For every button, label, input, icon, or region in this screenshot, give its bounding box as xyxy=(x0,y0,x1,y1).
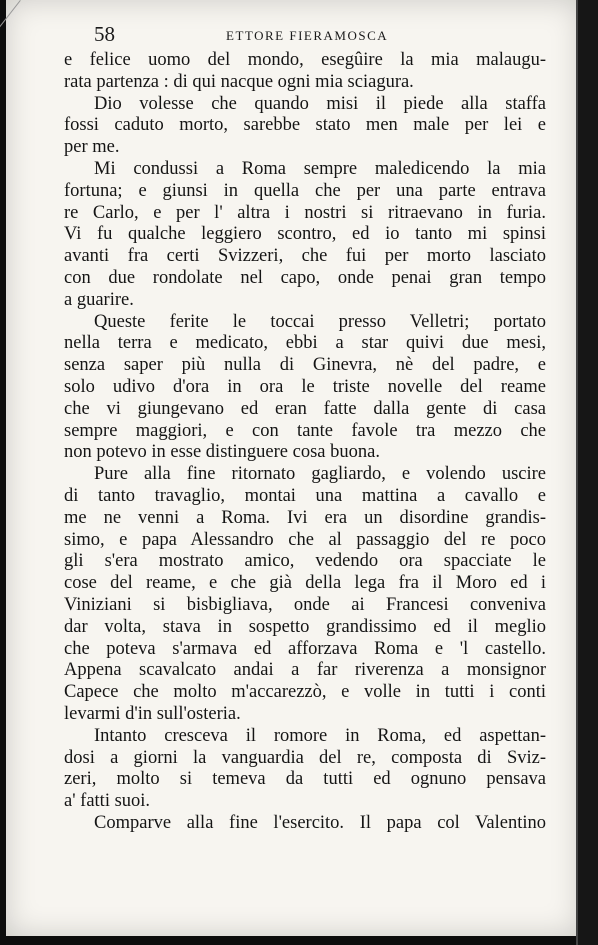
text-line: re Carlo, e per l' altra i nostri si ritraevano in furia. xyxy=(64,202,546,223)
text-line: e felice uomo del mondo, esegûire la mia malaugu- xyxy=(64,50,546,70)
text-line: Queste ferite le toccai presso Velletri; portato xyxy=(94,311,546,332)
text-line: Appena scavalcato andai a far riverenza a monsignor xyxy=(64,660,546,681)
text-line: avanti fra certi Svizzeri, che fui per morto lasciato xyxy=(64,246,546,267)
page-paper xyxy=(6,0,580,936)
paragraph xyxy=(64,50,546,94)
page-corner-crease xyxy=(0,0,21,56)
text-line: Vi fu qualche leggiero scontro, ed io tanto mi spinsi xyxy=(64,224,546,245)
text-line: nella terra e medicato, ebbi a star quivi due mesi, xyxy=(64,333,546,354)
next-page-edge xyxy=(576,0,598,945)
text-line: dar volta, stava in sospetto grandissimo ed il meglio xyxy=(64,616,546,637)
running-head xyxy=(94,22,520,48)
text-line: per me. xyxy=(64,137,120,158)
text-line: Intanto cresceva il romore in Roma, ed aspettan- xyxy=(94,725,546,746)
text-line: Mi condussi a Roma sempre maledicendo la mia xyxy=(94,158,546,179)
text-line: senza saper più nulla di Ginevra, nè del padre, e xyxy=(64,355,546,376)
text-line: non potevo in esse distinguere cosa buona. xyxy=(64,442,380,463)
text-line: me ne venni a Roma. Ivi era un disordine grandis- xyxy=(64,507,546,528)
text-line: Pure alla fine ritornato gagliardo, e volendo uscire xyxy=(94,464,546,485)
text-line: dosi a giorni la vanguardia del re, composta di Sviz- xyxy=(64,747,546,768)
text-line: fossi caduto morto, sarebbe stato men male per lei e xyxy=(64,115,546,136)
paragraph xyxy=(64,813,546,835)
paragraph xyxy=(64,726,546,813)
text-line: fortuna; e giunsi in quella che per una parte entrava xyxy=(64,180,546,201)
paragraph xyxy=(64,159,546,312)
text-line: Comparve alla fine l'esercito. Il papa col Valentino xyxy=(94,812,546,833)
page-number: 58 xyxy=(94,22,115,46)
text-line: che vi giungevano ed eran fatte dalla gente di casa xyxy=(64,398,546,419)
text-line: solo udivo d'ora in ora le triste novelle del reame xyxy=(64,376,546,397)
text-line: cose del reame, e che già della lega fra il Moro ed i xyxy=(64,573,546,594)
text-line: a guarire. xyxy=(64,289,134,310)
text-line: sempre maggiori, e con tante favole tra mezzo che xyxy=(64,420,546,441)
body-text xyxy=(64,50,546,835)
text-line: che poteva s'armava ed afforzava Roma e 'l castello. xyxy=(64,638,546,659)
text-line: simo, e papa Alessandro che al passaggio del re poco xyxy=(64,529,546,550)
running-title: ETTORE FIERAMOSCA xyxy=(226,28,389,43)
paragraph xyxy=(64,312,546,465)
paragraph xyxy=(64,94,546,159)
text-line: rata partenza : di qui nacque ogni mia sciagura. xyxy=(64,71,414,92)
text-line: Viniziani si bisbigliava, onde ai Francesi conveniva xyxy=(64,594,546,615)
text-line: Capece che molto m'accarezzò, e volle in tutti i conti xyxy=(64,682,546,703)
text-line: levarmi d'in sull'osteria. xyxy=(64,703,241,724)
text-line: con due rondolate nel capo, onde penai gran tempo xyxy=(64,267,546,288)
paragraph xyxy=(64,464,546,726)
text-line: gli s'era mostrato amico, vedendo ora spacciate le xyxy=(64,551,546,572)
text-line: di tanto travaglio, montai una mattina a cavallo e xyxy=(64,485,546,506)
text-line: a' fatti suoi. xyxy=(64,791,151,812)
text-line: zeri, molto si temeva da tutti ed ognuno pensava xyxy=(64,769,546,790)
text-line: Dio volesse che quando misi il piede alla staffa xyxy=(94,93,546,114)
